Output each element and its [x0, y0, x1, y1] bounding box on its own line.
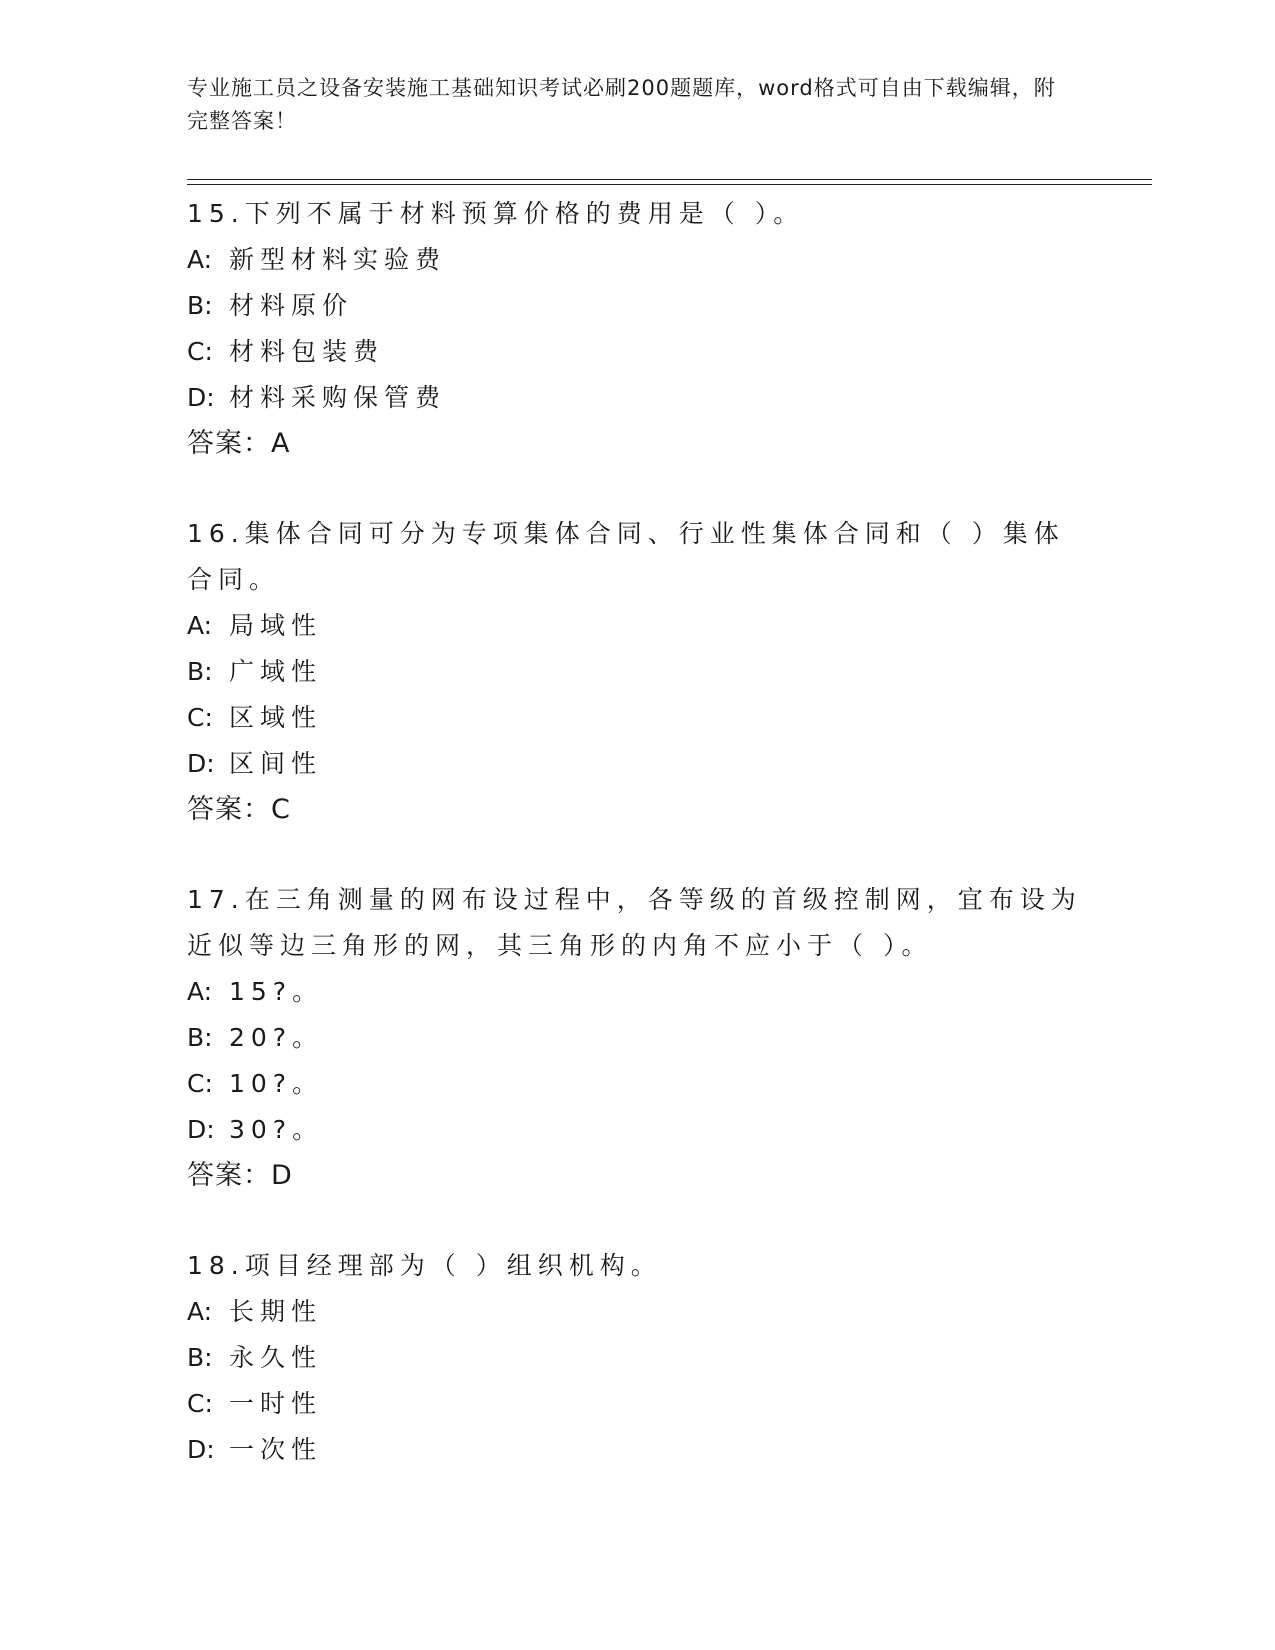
option-key: A: — [187, 245, 213, 274]
option-c — [187, 1381, 1087, 1427]
option-key: C: — [187, 337, 213, 366]
option-text: 长期性 — [229, 1297, 323, 1326]
answer-line: 答案：A — [187, 428, 291, 459]
header-divider-line — [187, 179, 1152, 180]
option-text: 广域性 — [229, 657, 323, 686]
option-text: 永久性 — [229, 1343, 323, 1372]
document-header: 专业施工员之设备安装施工基础知识考试必刷200题题库，word格式可自由下载编辑，附完整答案！ — [187, 76, 1056, 133]
question-18 — [187, 1243, 1087, 1473]
question-list — [187, 191, 1087, 1517]
option-text: 区间性 — [229, 749, 323, 778]
option-c — [187, 329, 1087, 375]
option-key: A: — [187, 1297, 213, 1326]
option-key: D: — [187, 749, 215, 778]
option-key: C: — [187, 703, 213, 732]
option-text: 区域性 — [229, 703, 323, 732]
option-b — [187, 283, 1087, 329]
option-d — [187, 1427, 1087, 1473]
header-divider-line-secondary — [187, 184, 1152, 185]
option-d — [187, 1107, 1087, 1153]
option-key: A: — [187, 611, 213, 640]
option-c — [187, 1061, 1087, 1107]
option-a — [187, 969, 1087, 1015]
question-stem: 17.在三角测量的网布设过程中，各等级的首级控制网，宜布设为近似等边三角形的网，其三角形的内角不应小于（ ）。 — [187, 885, 1082, 960]
option-b — [187, 649, 1087, 695]
option-key: A: — [187, 977, 213, 1006]
option-key: D: — [187, 1435, 215, 1464]
option-text: 材料采购保管费 — [229, 383, 447, 412]
question-stem: 15.下列不属于材料预算价格的费用是（ ）。 — [187, 199, 805, 228]
option-key: B: — [187, 657, 213, 686]
question-17 — [187, 877, 1087, 1199]
question-16 — [187, 511, 1087, 833]
option-key: B: — [187, 1343, 213, 1372]
option-text: 20?。 — [229, 1023, 324, 1052]
option-text: 局域性 — [229, 611, 323, 640]
option-key: C: — [187, 1069, 213, 1098]
option-key: B: — [187, 1023, 213, 1052]
option-a — [187, 237, 1087, 283]
option-key: D: — [187, 1115, 215, 1144]
option-a — [187, 1289, 1087, 1335]
question-stem: 18.项目经理部为（ ）组织机构。 — [187, 1251, 662, 1280]
option-c — [187, 695, 1087, 741]
option-text: 15?。 — [229, 977, 324, 1006]
option-b — [187, 1015, 1087, 1061]
question-stem: 16.集体合同可分为专项集体合同、行业性集体合同和（ ）集体合同。 — [187, 519, 1065, 594]
option-key: D: — [187, 383, 215, 412]
option-b — [187, 1335, 1087, 1381]
option-text: 材料包装费 — [229, 337, 385, 366]
question-15 — [187, 191, 1087, 467]
option-text: 一时性 — [229, 1389, 323, 1418]
option-a — [187, 603, 1087, 649]
answer-line: 答案：D — [187, 1160, 293, 1191]
option-text: 30?。 — [229, 1115, 324, 1144]
option-text: 一次性 — [229, 1435, 323, 1464]
answer-line: 答案：C — [187, 794, 291, 825]
option-key: C: — [187, 1389, 213, 1418]
option-d — [187, 375, 1087, 421]
option-text: 新型材料实验费 — [229, 245, 447, 274]
option-text: 材料原价 — [229, 291, 354, 320]
option-d — [187, 741, 1087, 787]
option-text: 10?。 — [229, 1069, 324, 1098]
option-key: B: — [187, 291, 213, 320]
